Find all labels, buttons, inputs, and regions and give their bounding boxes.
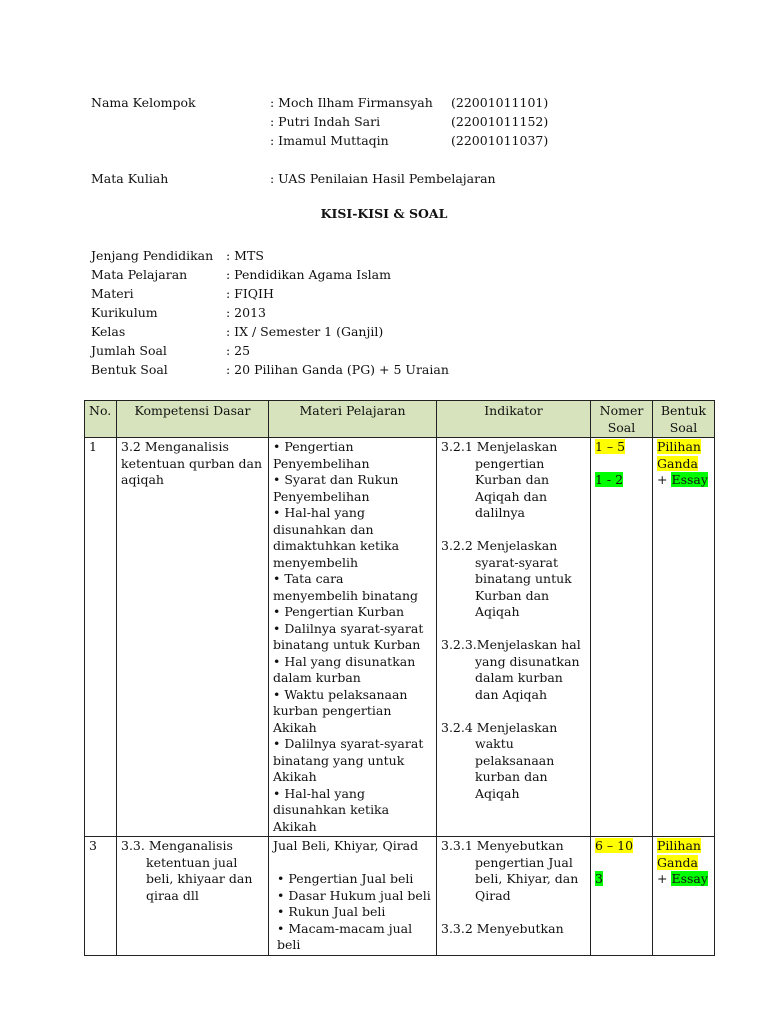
bentuk-pg: Pilihan Ganda bbox=[657, 838, 701, 870]
table-row bbox=[85, 837, 715, 956]
member-name: : Imamul Muttaqin bbox=[270, 133, 389, 148]
nama-kelompok-label: Nama Kelompok bbox=[91, 95, 196, 110]
materi-intro: Jual Beli, Khiyar, Qirad bbox=[273, 838, 419, 853]
table-header-row bbox=[85, 401, 715, 438]
info-value: : 25 bbox=[226, 343, 251, 358]
info-label: Jenjang Pendidikan bbox=[91, 248, 214, 263]
materi-item: • Rukun Jual beli bbox=[277, 904, 386, 919]
info-label: Bentuk Soal bbox=[91, 362, 168, 377]
materi-item: • Tata cara menyembelih binatang bbox=[273, 571, 419, 603]
materi-item: • Dasar Hukum jual beli bbox=[277, 887, 431, 903]
materi-item: • Dalilnya syarat-syarat binatang yang untuk Akikah bbox=[273, 736, 424, 784]
header-kompetensi-dasar: Kompetensi Dasar bbox=[117, 401, 269, 438]
kisi-kisi-table bbox=[84, 400, 715, 956]
spacer bbox=[595, 855, 648, 872]
info-label: Kurikulum bbox=[91, 305, 158, 320]
materi-item: • Dalilnya syarat-syarat binatang untuk Kurban bbox=[273, 620, 424, 652]
row-materi bbox=[269, 837, 437, 956]
row-indikator bbox=[437, 438, 591, 837]
row-nomer-soal bbox=[591, 837, 653, 956]
bentuk-plus: + bbox=[657, 871, 668, 886]
info-label: Mata Pelajaran bbox=[91, 267, 188, 282]
bentuk-pg: Pilihan Ganda bbox=[657, 439, 701, 471]
member-nim: (22001011037) bbox=[451, 133, 549, 148]
indikator-item: 3.2.3.Menjelaskan hal yang disunatkan dalam kurban dan Aqiqah bbox=[441, 637, 581, 702]
materi-item: • Pengertian Penyembelihan bbox=[273, 439, 370, 471]
info-value: : 20 Pilihan Ganda (PG) + 5 Uraian bbox=[226, 362, 449, 377]
bentuk-essay: Essay bbox=[671, 871, 708, 886]
header-nomer-soal bbox=[591, 401, 653, 438]
bentuk-essay: Essay bbox=[671, 472, 708, 487]
mata-kuliah-value: : UAS Penilaian Hasil Pembelajaran bbox=[270, 171, 496, 186]
materi-item: • Macam-macam jual beli bbox=[277, 920, 413, 952]
header-indikator: Indikator bbox=[437, 401, 591, 438]
row-bentuk-soal bbox=[653, 837, 715, 956]
header-materi-pelajaran: Materi Pelajaran bbox=[269, 401, 437, 438]
materi-item: • Hal-hal yang disunahkan ketika Akikah bbox=[273, 785, 390, 834]
mata-kuliah-label: Mata Kuliah bbox=[91, 171, 169, 186]
nomer-essay: 1 - 2 bbox=[595, 472, 624, 487]
materi-item: • Hal yang disunatkan dalam kurban bbox=[273, 653, 416, 685]
row-kompetensi-dasar: 3.2 Menganalisis ketentuan qurban dan aqiqah bbox=[117, 438, 269, 837]
kd-text: 3.3. Menganalisis ketentuan jual beli, khiyaar dan qiraa dll bbox=[121, 838, 253, 903]
member-name: : Moch Ilham Firmansyah bbox=[270, 95, 433, 110]
info-value: : 2013 bbox=[226, 305, 266, 320]
indikator-item: 3.2.2 Menjelaskan syarat-syarat binatang untuk Kurban dan Aqiqah bbox=[441, 538, 572, 619]
nomer-pg: 1 – 5 bbox=[595, 439, 626, 454]
nomer-pg: 6 – 10 bbox=[595, 838, 634, 853]
materi-item: • Pengertian Jual beli bbox=[277, 871, 414, 886]
member-nim: (22001011152) bbox=[451, 114, 549, 129]
row-materi bbox=[269, 438, 437, 837]
info-label: Kelas bbox=[91, 324, 126, 339]
header-bentuk-line1: Bentuk bbox=[660, 403, 707, 418]
document-title: KISI-KISI & SOAL bbox=[320, 206, 448, 221]
indikator-item: 3.2.4 Menjelaskan waktu pelaksanaan kurban dan Aqiqah bbox=[441, 719, 558, 801]
row-indikator bbox=[437, 837, 591, 956]
row-no: 3 bbox=[85, 837, 117, 956]
materi-item: • Hal-hal yang disunahkan dan dimaktuhkan ketika menyembelih bbox=[273, 505, 400, 570]
materi-item: • Pengertian Kurban bbox=[273, 604, 405, 619]
spacer bbox=[273, 855, 432, 872]
table-row bbox=[85, 438, 715, 837]
materi-item: • Waktu pelaksanaan kurban pengertian Akikah bbox=[273, 686, 408, 735]
row-kompetensi-dasar bbox=[117, 837, 269, 956]
indikator-item: 3.3.2 Menyebutkan bbox=[441, 920, 564, 936]
member-name: : Putri Indah Sari bbox=[270, 114, 381, 129]
header-bentuk-line2: Soal bbox=[669, 419, 698, 435]
indikator-item: 3.2.1 Menjelaskan pengertian Kurban dan Aqiqah dan dalilnya bbox=[441, 439, 558, 520]
info-value: : MTS bbox=[226, 248, 264, 263]
info-label: Jumlah Soal bbox=[91, 343, 167, 358]
info-value: : FIQIH bbox=[226, 286, 274, 301]
nomer-essay: 3 bbox=[595, 871, 603, 886]
row-bentuk-soal bbox=[653, 438, 715, 837]
header-bentuk-soal bbox=[653, 401, 715, 438]
bentuk-plus: + bbox=[657, 472, 668, 487]
header-no: No. bbox=[85, 401, 117, 438]
materi-item: • Syarat dan Rukun Penyembelihan bbox=[273, 472, 399, 504]
member-nim: (22001011101) bbox=[451, 95, 549, 110]
info-value: : Pendidikan Agama Islam bbox=[226, 267, 391, 282]
info-label: Materi bbox=[91, 286, 134, 301]
spacer bbox=[595, 456, 648, 473]
row-no: 1 bbox=[85, 438, 117, 837]
info-value: : IX / Semester 1 (Ganjil) bbox=[226, 324, 384, 339]
header-nomer-line1: Nomer bbox=[599, 403, 644, 418]
row-nomer-soal bbox=[591, 438, 653, 837]
indikator-item: 3.3.1 Menyebutkan pengertian Jual beli, Khiyar, dan Qirad bbox=[441, 838, 579, 903]
header-nomer-line2: Soal bbox=[607, 419, 636, 435]
